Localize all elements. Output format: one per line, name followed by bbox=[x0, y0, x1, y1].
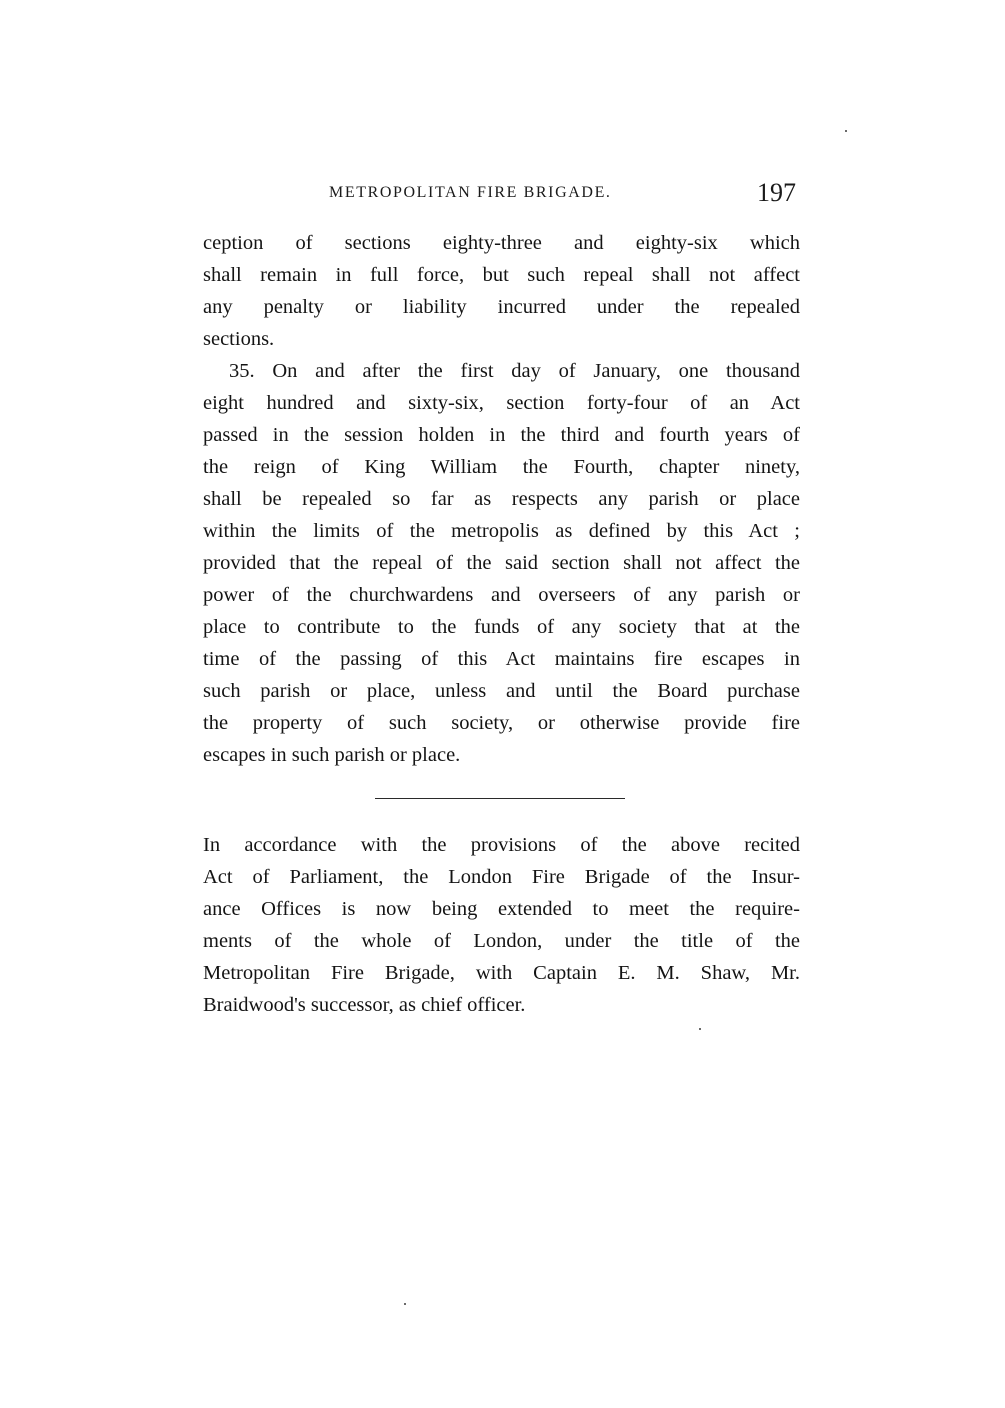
text-line: the property of such society, or otherwise provide fire bbox=[203, 712, 800, 734]
text-line: ance Offices is now being extended to meet the require- bbox=[203, 898, 800, 920]
text-line: the reign of King William the Fourth, chapter ninety, bbox=[203, 456, 800, 478]
scan-speck bbox=[699, 1028, 701, 1030]
text-line: escapes in such parish or place. bbox=[203, 744, 461, 766]
text-line: ception of sections eighty-three and eighty-six which bbox=[203, 232, 800, 254]
text-line: Act of Parliament, the London Fire Brigade of the Insur- bbox=[203, 866, 800, 888]
text-line: Metropolitan Fire Brigade, with Captain E. M. Shaw, Mr. bbox=[203, 962, 800, 984]
text-line: ments of the whole of London, under the title of the bbox=[203, 930, 800, 952]
text-line: eight hundred and sixty-six, section forty-four of an Act bbox=[203, 392, 800, 414]
text-line: such parish or place, unless and until the Board purchase bbox=[203, 680, 800, 702]
text-line: 35. On and after the first day of January, one thousand bbox=[229, 360, 800, 382]
text-line: any penalty or liability incurred under the repealed bbox=[203, 296, 800, 318]
page-header bbox=[203, 178, 800, 210]
paragraph-continuation bbox=[203, 227, 800, 355]
text-line: provided that the repeal of the said section shall not affect the bbox=[203, 552, 800, 574]
running-title: METROPOLITAN FIRE BRIGADE. bbox=[329, 184, 612, 201]
scan-speck bbox=[845, 130, 847, 132]
text-line: place to contribute to the funds of any society that at the bbox=[203, 616, 800, 638]
text-line: passed in the session holden in the third and fourth years of bbox=[203, 424, 800, 446]
text-line: In accordance with the provisions of the above recited bbox=[203, 834, 800, 856]
paragraph-section-35 bbox=[203, 355, 800, 771]
page-number: 197 bbox=[757, 178, 796, 207]
paragraph-accordance bbox=[203, 829, 800, 1021]
text-line: Braidwood's successor, as chief officer. bbox=[203, 994, 526, 1016]
text-line: power of the churchwardens and overseers of any parish or bbox=[203, 584, 800, 606]
text-line: within the limits of the metropolis as defined by this Act ; bbox=[203, 520, 800, 542]
scan-speck bbox=[404, 1303, 406, 1305]
text-line: sections. bbox=[203, 328, 275, 350]
text-line: time of the passing of this Act maintains fire escapes in bbox=[203, 648, 800, 670]
text-line: shall be repealed so far as respects any parish or place bbox=[203, 488, 800, 510]
text-line: shall remain in full force, but such repeal shall not affect bbox=[203, 264, 800, 286]
section-divider bbox=[375, 798, 625, 799]
